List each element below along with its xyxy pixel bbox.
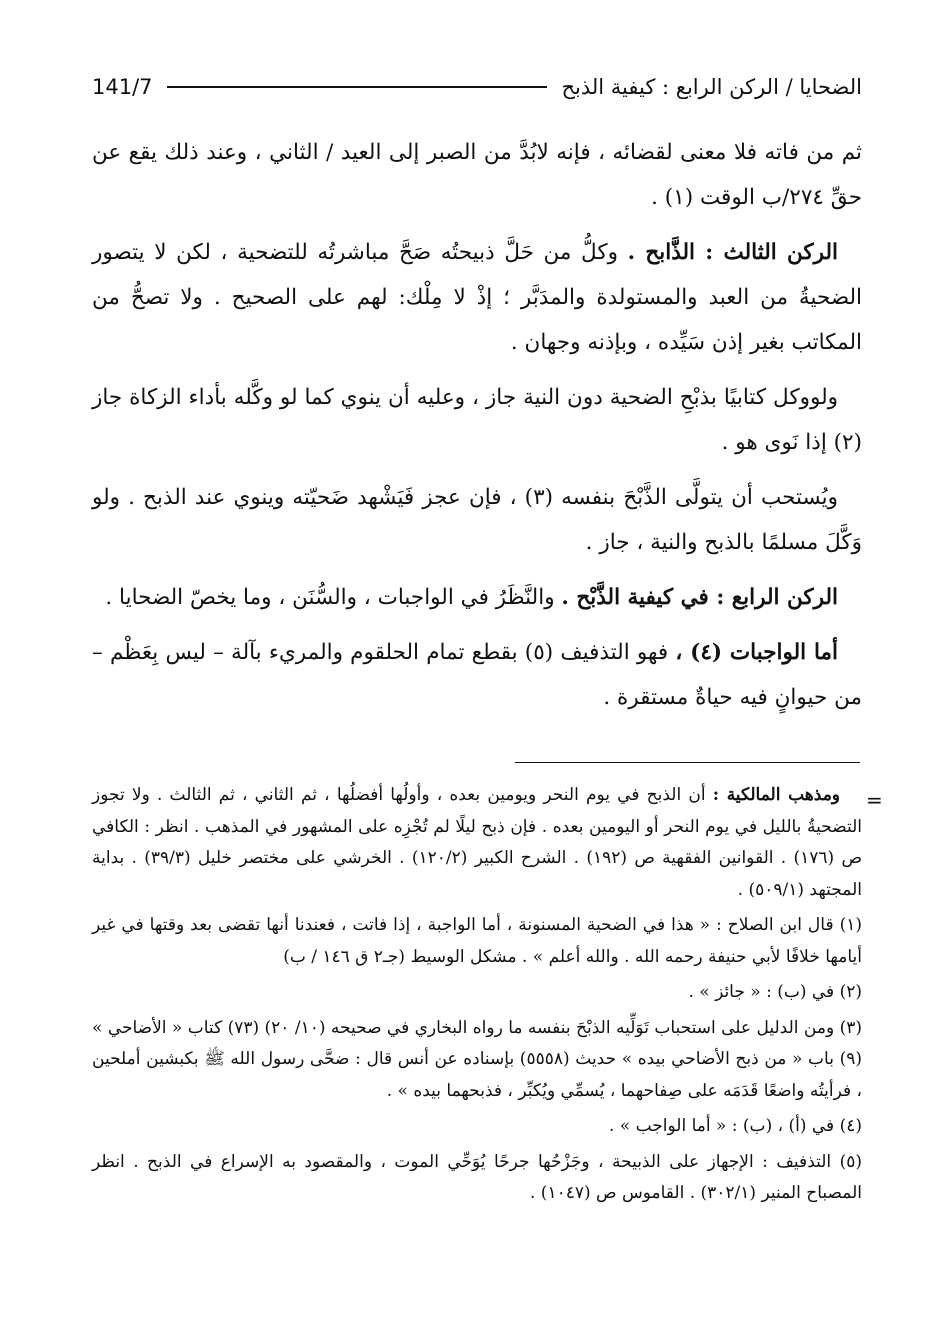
paragraph-2 <box>92 230 862 365</box>
page-number: 141/7 <box>92 75 153 99</box>
footnote-4: (٤) في (أ) ، (ب) : « أما الواجب » . <box>608 1116 862 1136</box>
paragraph-3: ولووكل كتابيًا بذبْحِ الضحية دون النية جاز ، وعليه أن ينوي كما لو وكَّله بأداء الزكاة جاز (٢) إذا نَوى هو . <box>92 385 862 455</box>
header-rule <box>167 86 548 88</box>
paragraph-5-text: والنَّظَرُ في الواجبات ، والسُّنَن ، وما يخصّ الضحايا . <box>105 585 562 610</box>
paragraph-5 <box>92 575 862 620</box>
footnote-2: (٢) في (ب) : « جائز » . <box>688 982 862 1002</box>
footnote-continuation-lead: ومذهب المالكية : <box>712 785 841 805</box>
footnote-3: (٣) ومن الدليل على استحباب تَوَلِّيه الذبْحَ بنفسه ما رواه البخاري في صحيحه (١٠/ ٢٠) (٧٣) كتاب « الأضاحي » (٩) باب « من ذبح الأضاحي بيده » حديث (٥٥٥٨) بإسناده عن أنس قال : ضحَّى رسول الله ﷺ بكبشين أملحين ، فرأيتُه واضعًا قَدَمَه على صِفاحهما ، يُسمِّي ويُكبِّر ، فذبحهما بيده » . <box>92 1017 863 1101</box>
footnote-5: (٥) التذفيف : الإجهاز على الذبيحة ، وجَزْحُها جرحًا يُوَحِّي الموت ، والمقصود به الإسراع في الذبح . انظر المصباح المنير (٣٠٢/١) . القاموس ص (١٠٤٧) . <box>92 1151 862 1203</box>
footnote-separator <box>515 762 860 763</box>
footnote-continuation-text: أن الذبح في يوم النحر ويومين بعده ، وأولُها أفضلُها ، ثم الثاني ، ثم الثالث . ولا تجوز التضحيةُ بالليل في يوم النحر أو اليومين بعده . فإن ذبح ليلًا لم تُجْزِه على المشهور في المذهب . انظر : الكافي ص (١٧٦) . القوانين الفقهية ص (١٩٢) . الشرح الكبير (١٢٠/٢) . الخرشي على مختصر خليل (٣٩/٣) . بداية المجتهد (٥٠٩/١) . <box>92 785 862 900</box>
continuation-mark: = <box>866 788 883 812</box>
paragraph-6-text: فهو التذفيف (٥) بقطع تمام الحلقوم والمريء بآلة – ليس بِعَظْم – من حيوانٍ فيه حياةٌ مستقرة . <box>92 640 862 710</box>
footnote-continuation <box>92 780 862 906</box>
header-title: الضحايا / الركن الرابع : كيفية الذبح <box>561 75 862 99</box>
paragraph-2-text: وكلُّ من حَلَّ ذبيحتُه صَحَّ مباشرتُه للتضحية ، لكن لا يتصور الضحيةُ من العبد والمستولدة والمدَبَّر ؛ إذْ لا مِلْك: لهم على الصحيح . ولا تصحُّ من المكاتب بغير إذن سَيِّده ، وبإذنه وجهان . <box>92 240 862 355</box>
paragraph-6 <box>92 630 862 720</box>
paragraph-1: ثم من فاته فلا معنى لقضائه ، فإنه لابُدَّ من الصبر إلى العيد / الثاني ، وعند ذلك يقع عن حقِّ ٢٧٤/ب الوقت (١) . <box>92 140 862 210</box>
section-heading-3: الركن الثالث : الذَّابح . <box>627 240 838 265</box>
footnote-1: (١) قال ابن الصلاح : « هذا في الضحية المسنونة ، أما الواجبة ، إذا فاتت ، فعندنا أنها تقضى بعد وقتها في غير أيامها خلافًا لأبي حنيفة رحمه الله . والله أعلم » . مشكل الوسيط (جـ٢ ق ١٤٦ / ب) <box>92 915 862 967</box>
main-text <box>92 130 862 730</box>
section-heading-4: الركن الرابع : في كيفية الذَّبْح . <box>561 585 838 610</box>
footnotes <box>92 780 862 1214</box>
running-header <box>92 70 862 104</box>
paragraph-4: ويُستحب أن يتولَّى الذَّبْحَ بنفسه (٣) ، فإن عجز فَيَشْهد ضَحيّته وينوي عند الذبح . ولو وَكَّلَ مسلمًا بالذبح والنية ، جاز . <box>92 485 862 555</box>
subheading-obligations: أما الواجبات (٤) ، <box>675 640 838 665</box>
